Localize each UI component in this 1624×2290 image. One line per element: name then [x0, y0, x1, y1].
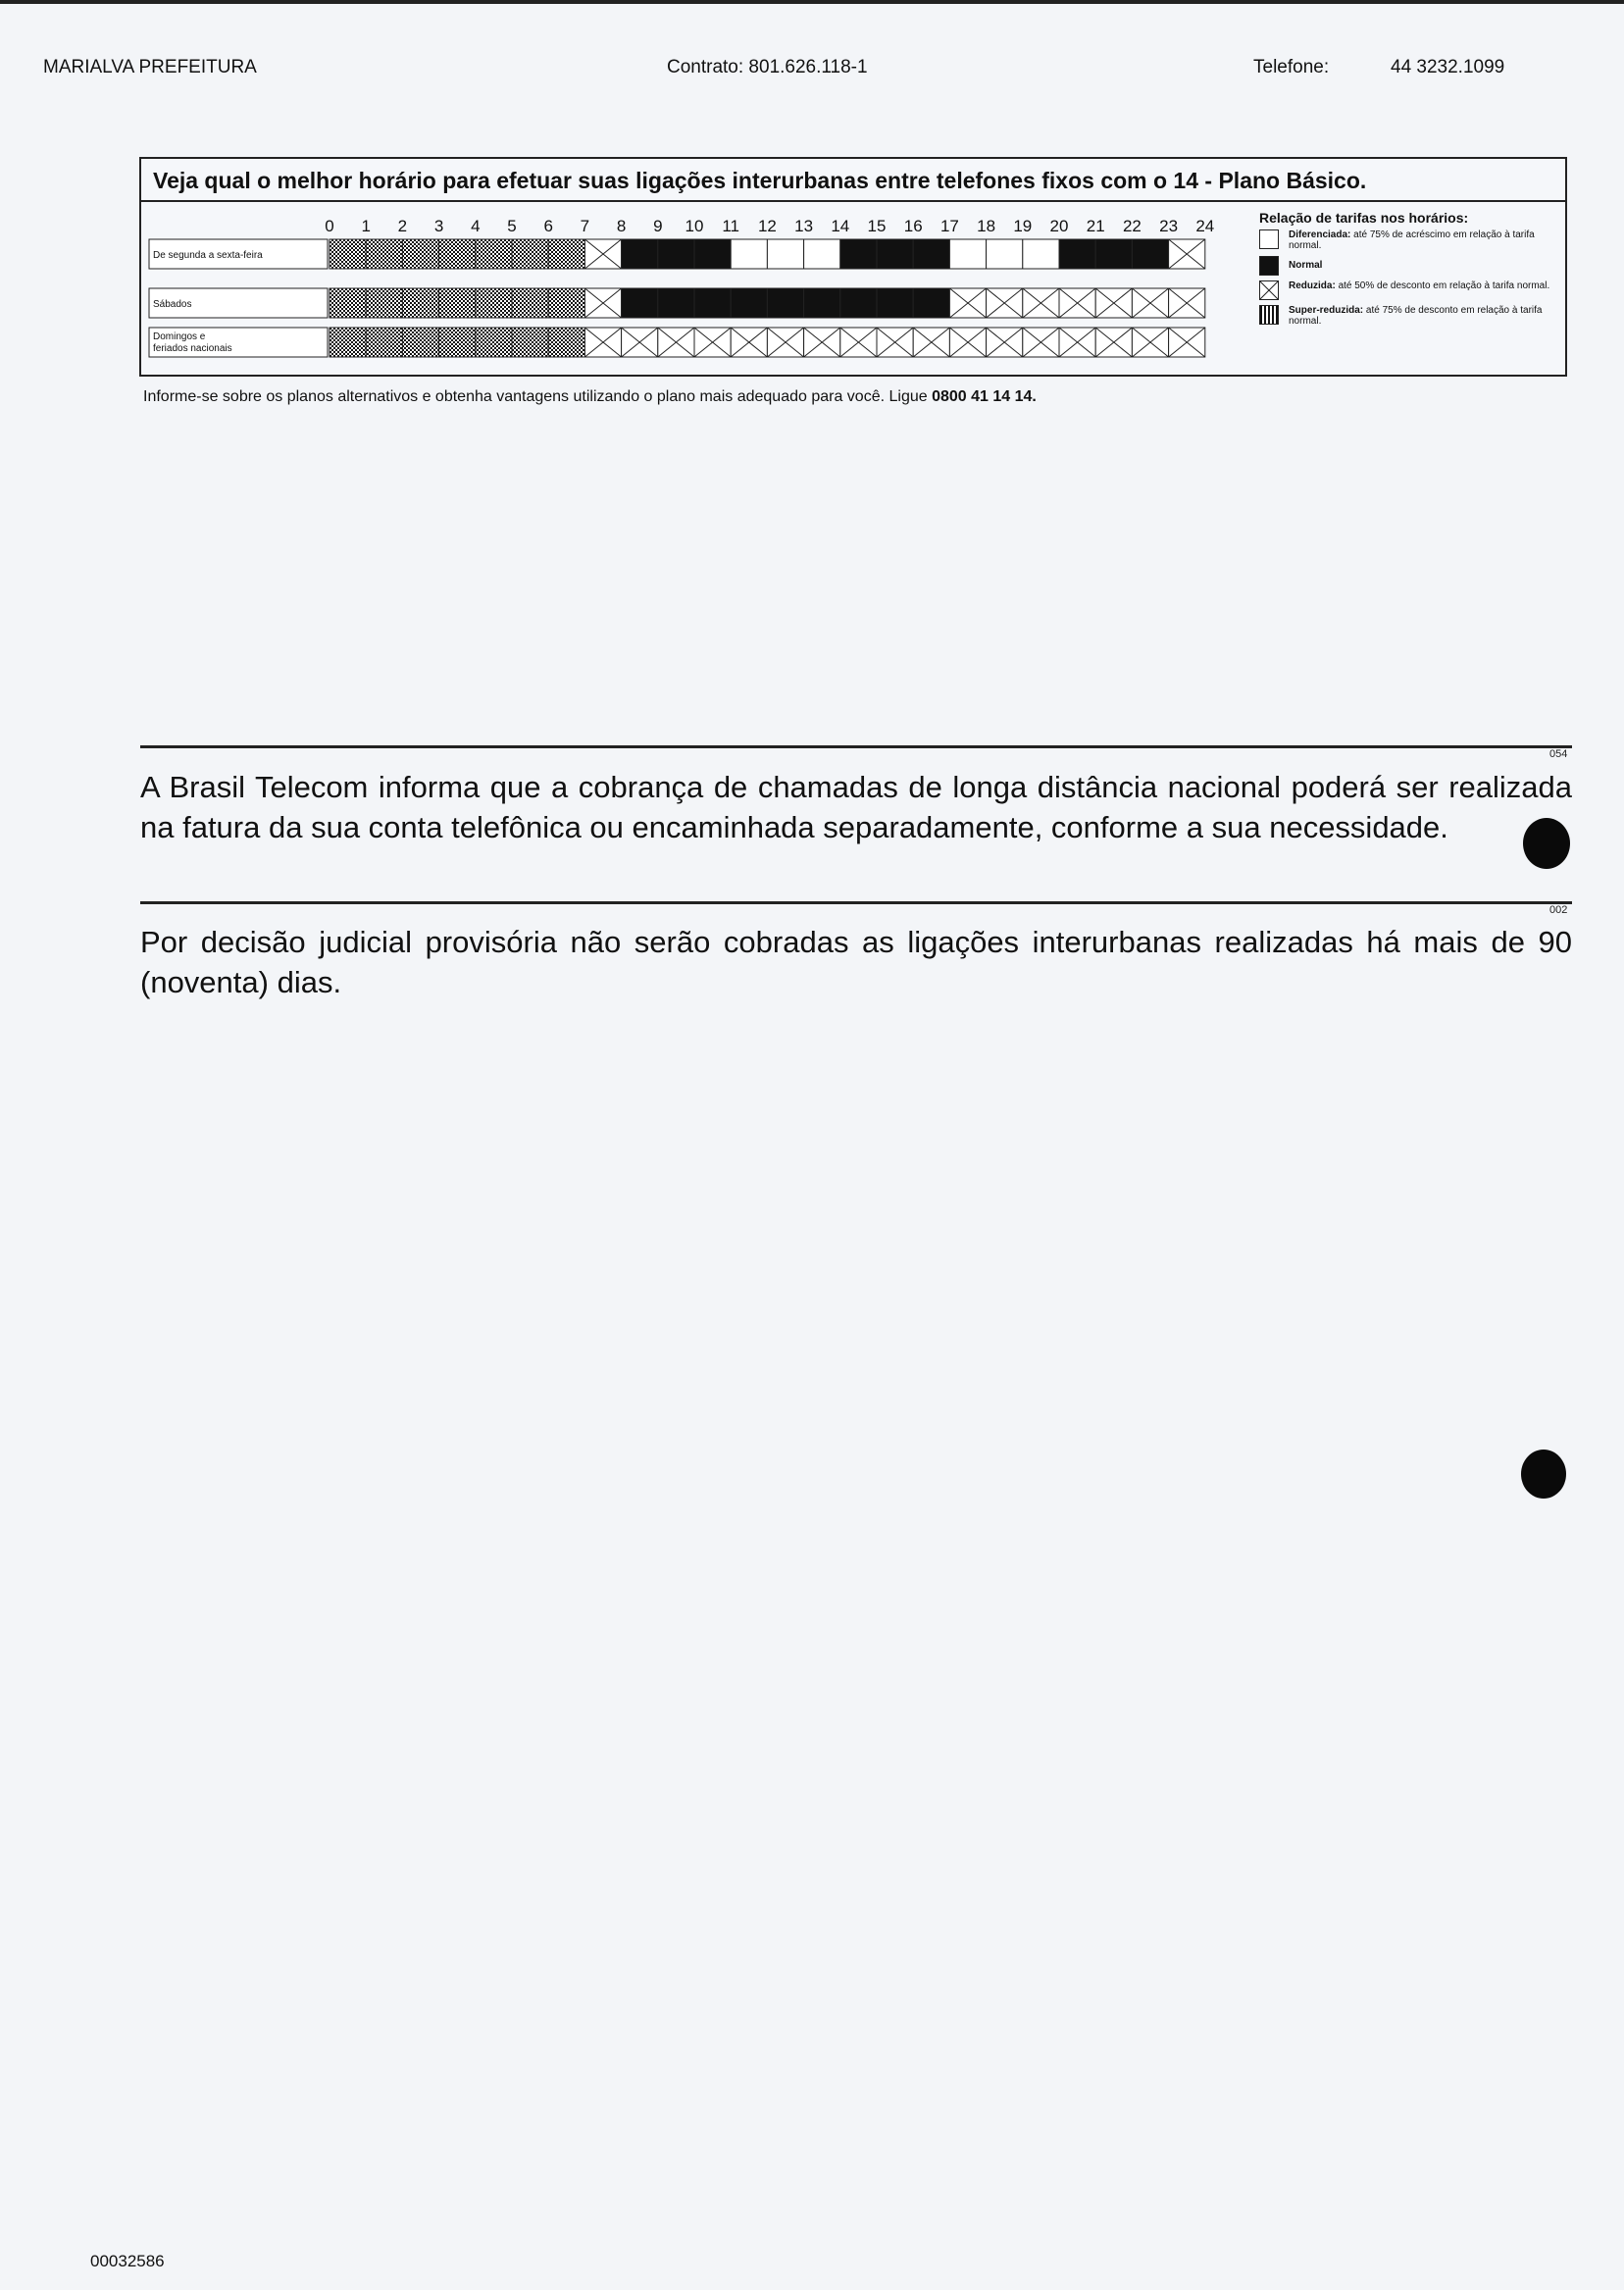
x-mark-icon [1260, 281, 1278, 299]
tariff-cell [804, 239, 840, 269]
legend-name-normal: Normal [1289, 260, 1323, 271]
hour-label: 13 [794, 217, 814, 235]
tariff-cell [913, 288, 949, 318]
tariff-table-title: Veja qual o melhor horário para efetuar suas ligações interurbanas entre telefones fixos com o 14 - Plano Básico. [141, 159, 1565, 202]
tariff-cell [622, 288, 658, 318]
tariff-cell [1095, 239, 1132, 269]
tariff-cell [949, 239, 986, 269]
notice-divider [140, 745, 1572, 748]
hour-label: 7 [580, 217, 590, 235]
tariff-cell [330, 328, 366, 357]
tariff-hour-grid [141, 202, 1249, 375]
hour-label: 1 [361, 217, 371, 235]
notice-code: 054 [1549, 748, 1568, 760]
tariff-cell [512, 239, 548, 269]
tariff-cell [366, 288, 402, 318]
notice-court-decision: Por decisão judicial provisória não serão cobradas as ligações interurbanas realizadas há mais de 90 (noventa) dias. [140, 925, 1572, 999]
notice-billing: A Brasil Telecom informa que a cobrança de chamadas de longa distância nacional poderá ser realizada na fatura da sua conta telefônica ou encaminhada separadamente, conforme a sua necessidade. [140, 770, 1572, 844]
tariff-cell [476, 239, 512, 269]
legend-name-reduzida: Reduzida: [1289, 280, 1336, 291]
tariff-cell [548, 328, 584, 357]
legend-swatch-super-reduzida [1259, 305, 1279, 325]
hour-label: 4 [471, 217, 481, 235]
hour-label: 10 [685, 217, 704, 235]
plans-info-phone: 0800 41 14 14. [932, 388, 1037, 405]
hour-label: 19 [1013, 217, 1033, 235]
tariff-legend [1259, 210, 1563, 331]
tariff-cell [366, 328, 402, 357]
tariff-cell [877, 239, 913, 269]
hour-label: 6 [543, 217, 553, 235]
tariff-cell [512, 328, 548, 357]
hour-label: 18 [977, 217, 996, 235]
tariff-cell [476, 288, 512, 318]
tariff-cell [548, 288, 584, 318]
tariff-cell [548, 239, 584, 269]
scan-mark-dot [1523, 818, 1570, 869]
hour-label: 5 [507, 217, 517, 235]
plans-info-text [143, 388, 1037, 406]
legend-title: Relação de tarifas nos horários: [1259, 210, 1469, 226]
notice-divider [140, 901, 1572, 904]
hour-label: 2 [397, 217, 408, 235]
tariff-cell [439, 328, 476, 357]
legend-item-reduzida [1259, 280, 1563, 300]
legend-swatch-normal [1259, 256, 1279, 276]
hour-label: 0 [325, 217, 334, 235]
tariff-cell [476, 328, 512, 357]
legend-name-diferenciada: Diferenciada: [1289, 229, 1351, 240]
legend-item-diferenciada [1259, 229, 1563, 251]
legend-item-normal [1259, 256, 1563, 276]
tariff-cell [731, 288, 767, 318]
tariff-cell [658, 239, 694, 269]
legend-swatch-reduzida [1259, 280, 1279, 300]
hour-label: 11 [722, 217, 740, 235]
legend-swatch-diferenciada [1259, 229, 1279, 249]
hour-label: 12 [757, 217, 777, 235]
tariff-cell [767, 288, 803, 318]
tariff-cell [512, 288, 548, 318]
plans-info-message: Informe-se sobre os planos alternativos e obtenha vantagens utilizando o plano mais adequado para você. Ligue [143, 388, 933, 405]
hour-label: 14 [831, 217, 850, 235]
tariff-cell [439, 288, 476, 318]
hour-label: 24 [1195, 217, 1215, 235]
hour-label: 20 [1049, 217, 1069, 235]
tariff-cell [840, 288, 877, 318]
row-label: De segunda a sexta-feira [153, 250, 263, 261]
tariff-cell [731, 239, 767, 269]
hour-label: 22 [1122, 217, 1142, 235]
tariff-cell [330, 239, 366, 269]
contract-number: Contrato: 801.626.118-1 [667, 57, 868, 77]
tariff-cell [694, 239, 731, 269]
notice-code: 002 [1549, 904, 1568, 916]
scan-mark-dot [1521, 1450, 1566, 1499]
hour-label: 9 [653, 217, 663, 235]
legend-desc-super-reduzida: até 75% de desconto em relação à tarifa normal. [1289, 305, 1543, 327]
hour-label: 21 [1086, 217, 1105, 235]
row-label: Sábados [153, 299, 192, 310]
tariff-cell [840, 239, 877, 269]
tariff-cell [804, 288, 840, 318]
hour-label: 8 [616, 217, 627, 235]
phone-info [1253, 57, 1504, 78]
hour-label: 23 [1159, 217, 1179, 235]
tariff-cell [987, 239, 1023, 269]
hour-label: 16 [903, 217, 923, 235]
hour-label: 3 [433, 217, 444, 235]
tariff-table-box [139, 157, 1567, 377]
tariff-cell [330, 288, 366, 318]
tariff-cell [402, 288, 438, 318]
tariff-cell [1023, 239, 1059, 269]
tariff-cell [622, 239, 658, 269]
phone-label: Telefone: [1253, 57, 1330, 77]
top-edge-line [0, 0, 1624, 4]
legend-desc-diferenciada: até 75% de acréscimo em relação à tarifa normal. [1289, 229, 1535, 251]
tariff-cell [366, 239, 402, 269]
document-number: 00032586 [90, 2252, 165, 2270]
hour-label: 15 [867, 217, 887, 235]
row-label: Domingos e feriados nacionais [153, 331, 232, 354]
tariff-cell [913, 239, 949, 269]
legend-name-super-reduzida: Super-reduzida: [1289, 305, 1364, 316]
tariff-cell [1059, 239, 1095, 269]
phone-value: 44 3232.1099 [1391, 57, 1505, 77]
tariff-cell [402, 239, 438, 269]
legend-desc-reduzida: até 50% de desconto em relação à tarifa normal. [1338, 280, 1550, 291]
tariff-cell [767, 239, 803, 269]
tariff-cell [658, 288, 694, 318]
tariff-cell [1132, 239, 1168, 269]
hour-label: 17 [939, 217, 959, 235]
tariff-cell [694, 288, 731, 318]
tariff-cell [439, 239, 476, 269]
tariff-cell [402, 328, 438, 357]
customer-name: MARIALVA PREFEITURA [43, 57, 257, 77]
legend-item-super-reduzida [1259, 305, 1563, 327]
tariff-cell [877, 288, 913, 318]
